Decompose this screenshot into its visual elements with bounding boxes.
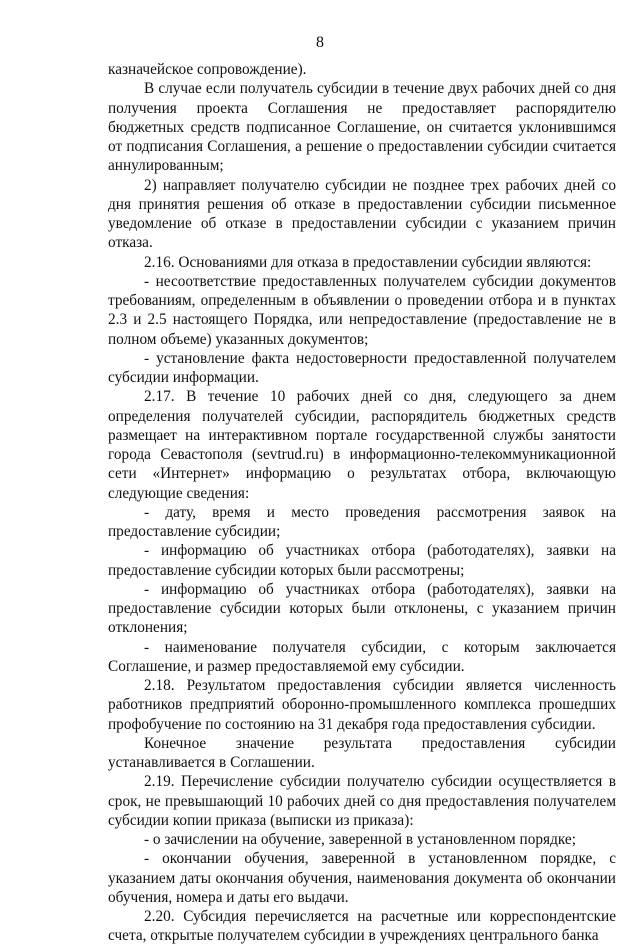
section-2-19: 2.19. Перечисление субсидии получателю субсидии осуществляется в срок, не превышающий 10 рабочих дней со дня предоставления получателем субсидии копии приказа (выписки из приказа):	[108, 773, 616, 829]
paragraph: 2) направляет получателю субсидии не позднее трех рабочих дней со дня принятия решения об отказе в предоставлении субсидии письменное уведомление об отказе в предоставлении субсидии с указанием причин отказа.	[108, 176, 616, 252]
document-body	[108, 60, 616, 946]
list-item: - наименование получателя субсидии, с которым заключается Соглашение, и размер предоставляемой ему субсидии.	[108, 638, 616, 675]
list-item: - о зачислении на обучение, заверенной в установленном порядке;	[144, 831, 576, 848]
list-item: - установление факта недостоверности предоставленной получателем субсидии информации.	[108, 349, 616, 386]
list-item: - дату, время и место проведения рассмотрения заявок на предоставление субсидии;	[108, 503, 616, 540]
list-item: - информацию об участниках отбора (работодателях), заявки на предоставление субсидии которых были рассмотрены;	[108, 542, 616, 579]
paragraph: Конечное значение результата предоставления субсидии устанавливается в Соглашении.	[108, 734, 616, 771]
list-item: - окончании обучения, заверенной в установленном порядке, с указанием даты окончания обучения, наименования документа об окончании обучения, номера и даты его выдачи.	[108, 850, 616, 906]
section-2-17: 2.17. В течение 10 рабочих дней со дня, следующего за днем определения получателей субсидии, распорядитель бюджетных средств размещает на интерактивном портале государственной службы занятости города Севастополя (sevtrud.ru) в информационно-телекоммуникационной сети «Интернет» информацию о результатах отбора, включающую следующие сведения:	[108, 388, 616, 502]
section-heading-2-16: 2.16. Основаниями для отказа в предоставлении субсидии являются:	[144, 253, 592, 271]
section-2-18: 2.18. Результатом предоставления субсидии является численность работников предприятий оборонно-промышленного комплекса прошедших профобучение по состоянию на 31 декабря года предоставления субсидии.	[108, 677, 616, 733]
list-item: - несоответствие предоставленных получателем субсидии документов требованиям, определенным в объявлении о проведении отбора и в пунктах 2.3 и 2.5 настоящего Порядка, или непредоставление (предоставление не в полном объеме) указанных документов;	[108, 272, 616, 348]
paragraph-continuation: казначейское сопровождение).	[108, 61, 307, 78]
page-number: 8	[316, 34, 324, 51]
paragraph: В случае если получатель субсидии в течение двух рабочих дней со дня получения проекта Соглашения не предоставляет распорядителю бюджетных средств подписанное Соглашение, он считается уклонившимся от подписания Соглашения, а решение о предоставлении субсидии считается аннулированным;	[108, 80, 616, 175]
section-2-20: 2.20. Субсидия перечисляется на расчетные или корреспондентские счета, открытые получателем субсидии в учреждениях центрального банка	[108, 908, 616, 945]
list-item: - информацию об участниках отбора (работодателях), заявки на предоставление субсидии которых были отклонены, с указанием причин отклонения;	[108, 580, 616, 637]
